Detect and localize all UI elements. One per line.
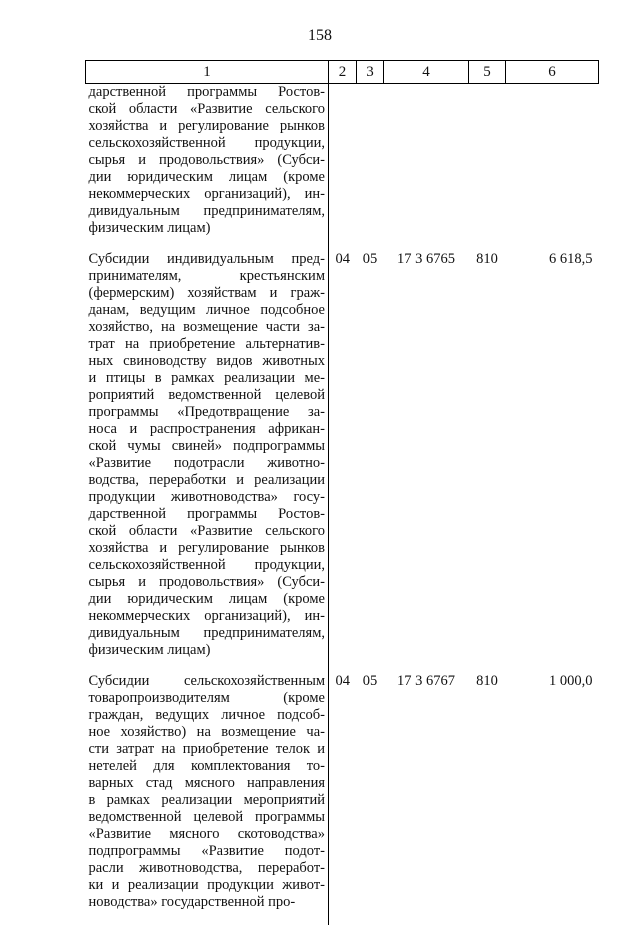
subsection-code: 05	[362, 251, 378, 267]
amount: 1 000,0	[549, 673, 593, 689]
section-code: 04	[335, 673, 350, 689]
description-line: в рамках реализации мероприятий	[88, 792, 325, 808]
description-line: дарственной программы Ростов-	[88, 84, 325, 100]
description-line: ской области «Развитие сельского	[88, 523, 325, 539]
description-line: сти затрат на приобретение телок и	[88, 741, 325, 757]
amount: 6 618,5	[549, 251, 593, 267]
description-line: хозяйство, на возмещение части за-	[88, 319, 325, 335]
header-col-6: 6	[506, 61, 599, 84]
subsection-code: 05	[362, 673, 378, 689]
target-article-code	[384, 84, 469, 252]
description-line: товаропроизводителям (кроме	[88, 690, 325, 706]
description-line: программы «Предотвращение за-	[88, 404, 325, 420]
description-line: дарственной программы Ростов-	[88, 506, 325, 522]
header-col-4: 4	[384, 61, 469, 84]
description-line: хозяйства и регулирование рынков	[88, 118, 325, 134]
section-code	[329, 84, 357, 252]
description-line: некоммерческих организаций), ин-	[88, 608, 325, 624]
description-line: ской области «Развитие сельского	[88, 101, 325, 117]
description-line: и птицы в рамках реализации ме-	[88, 370, 325, 386]
page-number: 158	[308, 27, 332, 44]
description-line: Субсидии сельскохозяйственным	[88, 673, 325, 689]
expense-type-code: 810	[476, 673, 498, 689]
description-line: носа и распространения африкан-	[88, 421, 325, 437]
description-line: нетелей для комплектования то-	[88, 758, 325, 774]
description-line: новодства» государственной про-	[88, 894, 296, 910]
table-row	[86, 673, 599, 925]
description-line: «Развитие мясного скотоводства»	[88, 826, 325, 842]
header-row	[86, 61, 599, 84]
description-line: дивидуальным предпринимателям,	[88, 625, 325, 641]
description-line: сельскохозяйственной продукции,	[88, 557, 325, 573]
description-line: некоммерческих организаций), ин-	[88, 186, 325, 202]
description-line: подпрограммы «Развитие подот-	[88, 843, 325, 859]
subsection-code	[357, 84, 384, 252]
expense-type-code: 810	[476, 251, 498, 267]
description-line: ведомственной целевой программы	[88, 809, 325, 825]
budget-table	[85, 60, 599, 925]
row-description	[86, 251, 329, 673]
description-line: Субсидии индивидуальным пред-	[88, 251, 325, 267]
description-line: дии юридическим лицам (кроме	[88, 591, 325, 607]
table-row	[86, 251, 599, 673]
description-line: (фермерским) хозяйствам и граж-	[88, 285, 325, 301]
description-line: сырья и продовольствия» (Субси-	[88, 574, 325, 590]
description-line: данам, ведущим личное подсобное	[88, 302, 325, 318]
description-line: ской чумы свиней» подпрограммы	[88, 438, 325, 454]
target-article-code: 17 3 6765	[397, 251, 455, 267]
description-line: физическим лицам)	[88, 642, 211, 658]
row-description	[86, 84, 329, 252]
description-line: хозяйства и регулирование рынков	[88, 540, 325, 556]
description-line: дивидуальным предпринимателям,	[88, 203, 325, 219]
row-description	[86, 673, 329, 925]
header-col-3: 3	[357, 61, 384, 84]
description-line: расли животноводства, переработ-	[88, 860, 325, 876]
header-col-2: 2	[329, 61, 357, 84]
description-line: трат на приобретение альтернатив-	[88, 336, 325, 352]
description-line: физическим лицам)	[88, 220, 211, 236]
target-article-code: 17 3 6767	[397, 673, 455, 689]
expense-type-code	[469, 84, 506, 252]
description-line: принимателям, крестьянским	[88, 268, 325, 284]
amount	[506, 84, 599, 252]
description-line: водства, переработки и реализации	[88, 472, 325, 488]
description-line: продукции животноводства» госу-	[88, 489, 325, 505]
description-line: граждан, ведущих личное подсоб-	[88, 707, 325, 723]
description-line: ки и реализации продукции живот-	[88, 877, 325, 893]
description-line: сельскохозяйственной продукции,	[88, 135, 325, 151]
description-line: варных стад мясного направления	[88, 775, 325, 791]
description-line: роприятий ведомственной целевой	[88, 387, 325, 403]
header-col-5: 5	[469, 61, 506, 84]
header-col-1: 1	[86, 61, 329, 84]
description-line: «Развитие подотрасли животно-	[88, 455, 325, 471]
description-line: дии юридическим лицам (кроме	[88, 169, 325, 185]
description-line: ных свиноводству видов животных	[88, 353, 325, 369]
section-code: 04	[335, 251, 350, 267]
description-line: ное хозяйство) на возмещение ча-	[88, 724, 325, 740]
table-row	[86, 84, 599, 252]
description-line: сырья и продовольствия» (Субси-	[88, 152, 325, 168]
